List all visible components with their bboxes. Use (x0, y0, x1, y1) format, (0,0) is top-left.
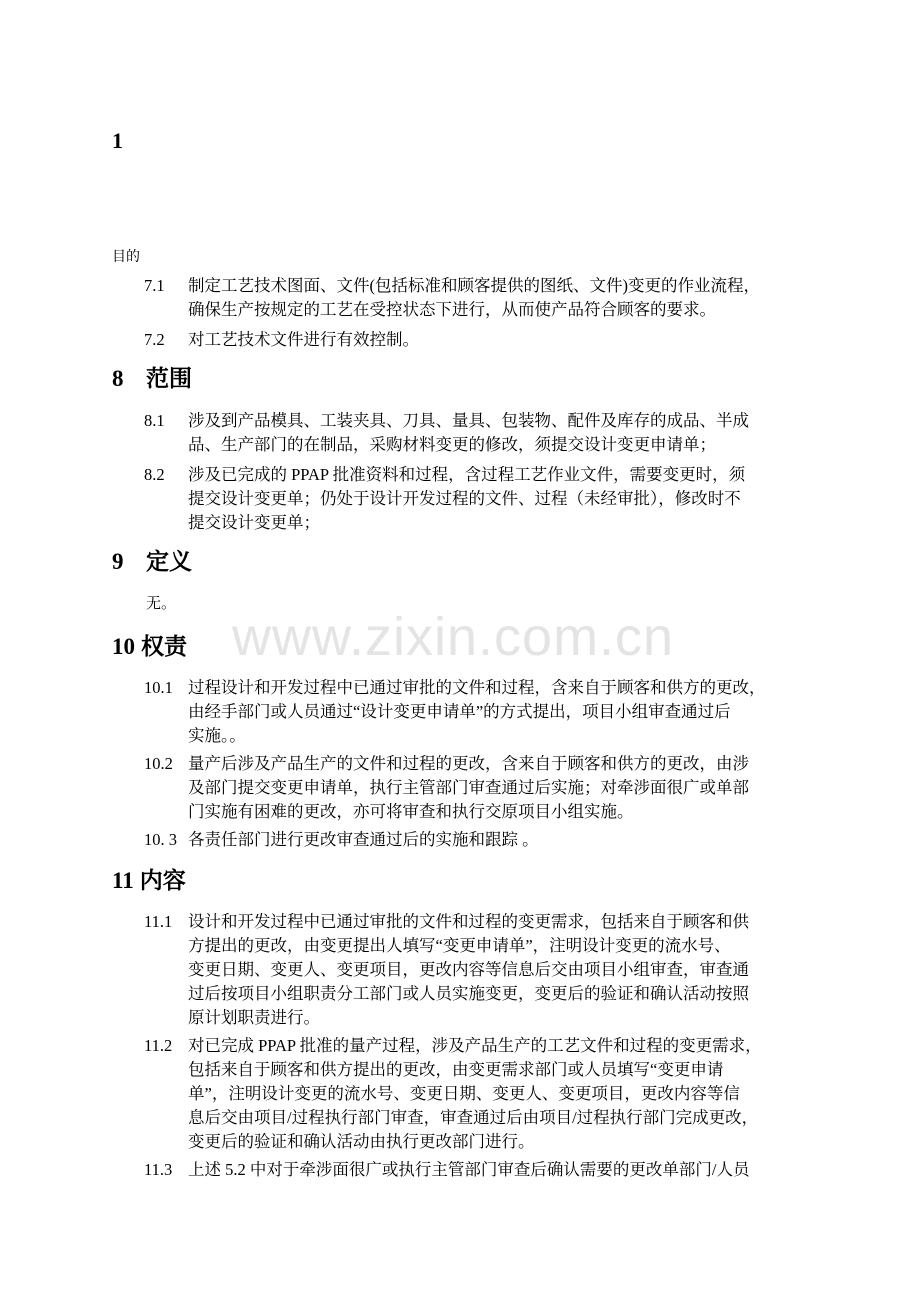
item-text: 对已完成 PPAP 批准的量产过程，涉及产品生产的工艺文件和过程的变更需求， 包括来自于顾客和供方提出的更改，由变更需求部门或人员填写“变更申请 单”，注明设计变更的流水号、变更日期、变更人、变更项目，更改内容等信 息后交由项目/过程执行部门审查，审查通过后由项目/过程执行部门完成更改， 变更后的验证和确认活动由执行更改部门进行。 (188, 1036, 762, 1151)
item-text: 量产后涉及产品生产的文件和过程的更改，含来自于顾客和供方的更改，由涉 及部门提交变更申请单，执行主管部门审查通过后实施；对牵涉面很广或单部 门实施有困难的更改，亦可将审查和执行交原项目小组实施。 (188, 754, 749, 821)
responsibility-list (112, 676, 824, 852)
item-number: 10.2 (144, 754, 173, 773)
item-text: 上述 5.2 中对于牵涉面很广或执行主管部门审查后确认需要的更改单部门/人员 (188, 1160, 750, 1179)
list-item (112, 910, 824, 1030)
item-number: 11.1 (144, 912, 173, 931)
item-number: 8.1 (144, 411, 165, 430)
item-number: 10. 3 (144, 830, 177, 849)
item-text: 对工艺技术文件进行有效控制。 (188, 330, 419, 349)
definition-text: 无。 (146, 596, 177, 612)
list-item (112, 1034, 824, 1154)
list-item (112, 828, 824, 852)
item-number: 7.2 (144, 330, 165, 349)
list-item (112, 328, 824, 352)
purpose-label: 目的 (112, 250, 140, 265)
item-number: 11.2 (144, 1036, 173, 1055)
content-list (112, 910, 824, 1182)
list-item (112, 409, 824, 457)
list-item (112, 463, 824, 535)
item-text: 制定工艺技术图面、文件(包括标准和顾客提供的图纸、文件)变更的作业流程， 确保生产按规定的工艺在受控状态下进行，从而使产品符合顾客的要求。 (188, 276, 760, 319)
item-number: 8.2 (144, 465, 165, 484)
item-text: 各责任部门进行更改审查通过后的实施和跟踪 。 (188, 830, 539, 849)
item-number: 10.1 (144, 678, 173, 697)
list-item (112, 274, 824, 322)
item-text: 涉及已完成的 PPAP 批准资料和过程，含过程工艺作业文件，需要变更时，须 提交设计变更单；仍处于设计开发过程的文件、过程（未经审批），修改时不 提交设计变更单； (188, 465, 746, 532)
section-heading-responsibility: 10 权责 (112, 634, 187, 659)
list-item (112, 1158, 824, 1182)
watermark: www.zixin.com.cn (232, 607, 675, 667)
item-text: 设计和开发过程中已通过审批的文件和过程的变更需求，包括来自于顾客和供 方提出的更改，由变更提出人填写“变更申请单”，注明设计变更的流水号、 变更日期、变更人、变更项目，更改内容等信息后交由项目小组审查，审查通 过后按项目小组职责分工部门或人员实施变更，变更后的验证和确认活动按照 原计划职责进行。 (188, 912, 749, 1027)
purpose-list (112, 274, 824, 352)
section-heading-definition: 9 定义 (112, 549, 192, 574)
page-number: 1 (112, 128, 123, 153)
section-heading-content: 11 内容 (112, 868, 186, 893)
item-text: 过程设计和开发过程中已通过审批的文件和过程，含来自于顾客和供方的更改， 由经手部门或人员通过“设计变更申请单”的方式提出，项目小组审查通过后 实施。。 (188, 678, 766, 745)
item-text: 涉及到产品模具、工装夹具、刀具、量具、包装物、配件及库存的成品、半成 品、生产部门的在制品，采购材料变更的修改，须提交设计变更申请单； (188, 411, 749, 454)
list-item (112, 752, 824, 824)
item-number: 7.1 (144, 276, 165, 295)
item-number: 11.3 (144, 1160, 173, 1179)
list-item (112, 676, 824, 748)
section-heading-scope: 8 范围 (112, 366, 192, 391)
scope-list (112, 409, 824, 535)
